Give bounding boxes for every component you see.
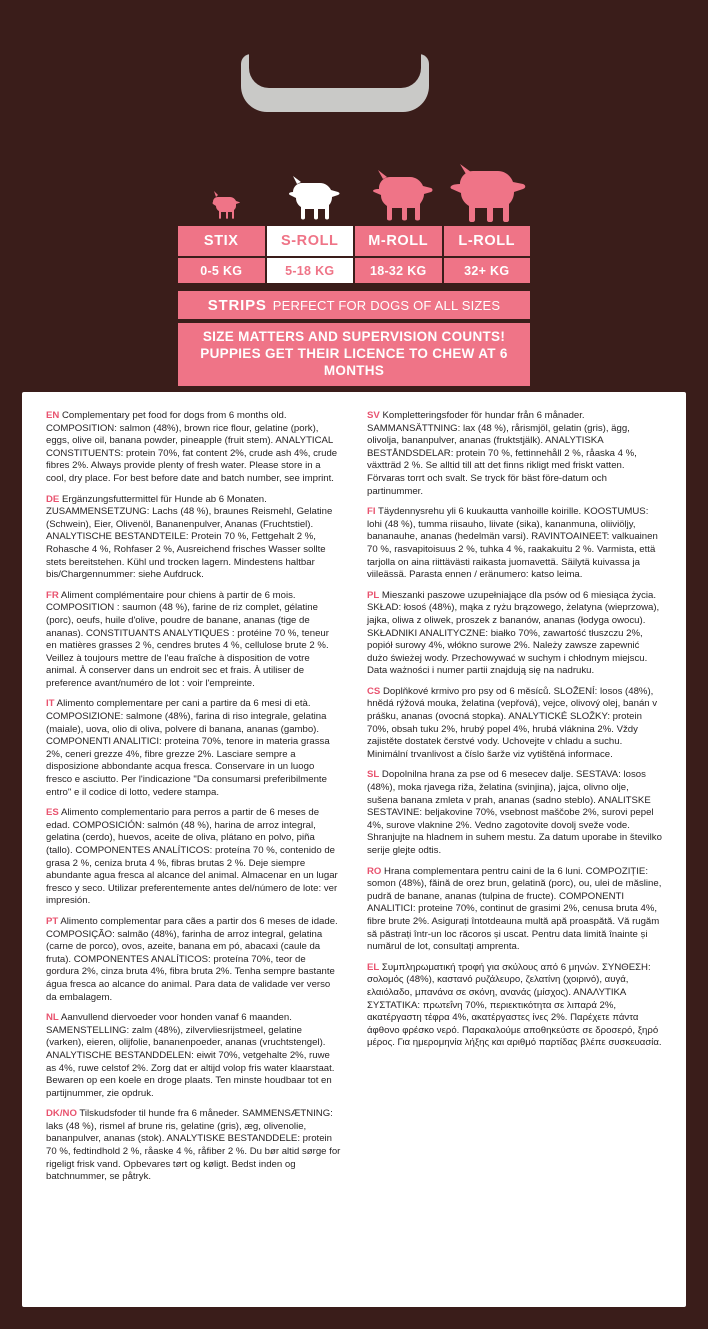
language-code: SV [367,410,380,421]
language-paragraph-cs [367,686,662,762]
language-text: Alimento complementar para cães a partir dos 6 meses de idade. COMPOSIÇÃO: salmão (48%), farinha de arroz integral, gelatina (carne de porco), ovos, azeite, banana em pó, abacaxi (caule da fruta). COMPONENTES ANALÍTICOS: proteína 70%, teor de gordura 2%, cinza bruta 4%, fibra bruta 2%. Tenha sempre bastante água fresca ao alcance do animal. Para data de validade ver verso da embalagem. [46,915,338,1003]
language-code: SL [367,769,380,781]
size-weight-mroll: 18-32 KG [355,258,444,283]
bottom-border [0,1307,708,1329]
language-paragraph-pl [367,590,662,678]
language-paragraph-de [46,494,341,582]
language-paragraph-en [46,410,341,486]
language-paragraph-es [46,807,341,908]
language-text: Hrana complementara pentru caini de la 6 luni. COMPOZIȚIE: somon (48%), făină de orez brun, gelatină (porc), ou, ulei de măsline, pudră de banane, ananas (tulpina de fructe). COMPONENTI ANALITICI: proteine 70%, continut de grasimi 2%, cenusa bruta 4%, fibre brute 2%. Asigurați întotdeauna multă apă proaspătă. Vă rugăm să păstrați într-un loc răcoros și uscat. Pentru data limită înainte și numărul de lot, consultați amprenta. [367,865,662,953]
language-code: FR [46,589,59,601]
language-code: PL [367,589,380,601]
medium-dog-icon [363,170,433,222]
package-top-panel [0,0,708,392]
left-border [0,392,22,1307]
language-text: Tilskudsfoder til hunde fra 6 måneder. SAMMENSÆTNING: laks (48 %), rismel af brune ris, gelatine (gris), æg, olivenolie, bananpulver, ananas (stok). ANALYTISKE BESTANDDELE: protein 70 %, fedtindhold 2 %, råaske 4 %, råfiber 2 %. Du bør altid sørge for rigeligt frisk vand. Opbevares tørt og køligt. Bedst inden og batchnummer, se påtryk. [46,1108,341,1183]
small-dog-icon [279,176,341,222]
language-text: Ergänzungsfuttermittel für Hunde ab 6 Monaten. ZUSAMMENSETZUNG: Lachs (48 %), braunes Reismehl, Gelatine (Schwein), Eier, Olivenöl, Bananenpulver, Ananas (Fruchtstiel). ANALYTISCHE BESTANDTEILE: Protein 70 %, Fettgehalt 2 %, Rohasche 4 %, Rohfaser 2 %, Ausreichend frisches Wasser sollte stets bereitstehen. Kühl und trocken lagern. Mindestens haltbar bis/Chargennummer: siehe Aufdruck. [46,493,333,581]
language-code: NL [46,1012,59,1024]
dog-silhouette-row [178,160,530,222]
language-paragraph-sl [367,769,662,857]
language-paragraph-nl [46,1012,341,1100]
strips-subtitle: PERFECT FOR DOGS OF ALL SIZES [272,297,501,313]
size-label-lroll[interactable]: L-ROLL [444,226,531,256]
language-code: FI [367,506,376,518]
size-label-sroll[interactable]: S-ROLL [267,226,356,256]
language-paragraph-dk-no [46,1108,341,1184]
large-dog-icon [442,164,528,222]
language-code: EN [46,410,60,421]
language-code: DK/NO [46,1108,77,1120]
language-text: Συμπληρωματική τροφή για σκύλους από 6 μηνών. ΣΥΝΘΕΣΗ: σολομός (48%), καστανό ρυζάλευρο, ζελατίνη (χοιρινό), αυγά, ελαιόλαδο, μπανάνα σε σκόνη, ανανάς (μίσχος). ΑΝΑΛΥΤΙΚΑ ΣΥΣΤΑΤΙΚΑ: πρωτεΐνη 70%, περιεκτικότητα σε λιπαρά 2%, ακατέργαστη τέφρα 4%, ακατέργαστες ίνες 2%. Παρέχετε πάντα άφθονο φρέσκο νερό. Παρακαλούμε αποθηκεύστε σε δροσερό, ξηρό μέρος. Για ημερομηνία λήξης και αριθμό παρτίδας βλέπε συσκευασία. [367,961,662,1049]
left-language-column [46,410,341,1192]
language-code: PT [46,915,59,927]
size-label-mroll[interactable]: M-ROLL [355,226,444,256]
size-chart [178,160,530,386]
size-weights-row [178,258,530,283]
language-text: Aanvullend diervoeder voor honden vanaf 6 maanden. SAMENSTELLING: zalm (48%), zilvervliesrijstmeel, gelatine (varken), eieren, olijfolie, bananenpoeder, ananas (vruchtstengel). ANALYTISCHE BESTANDDELEN: eiwit 70%, vetgehalte 2%, ruwe as 4%, ruwe celstof 2%. Zorg dat er altijd volop fris water klaarstaat. Bewaren op een koele en droge plaats. Ten minste houdbaar tot en partijnummer, zie opdruk. [46,1012,335,1099]
size-weight-lroll: 32+ KG [444,258,531,283]
tiny-dog-icon [203,188,243,222]
language-paragraph-ro [367,866,662,954]
strips-title: STRIPS [207,296,267,314]
language-code: RO [367,865,382,877]
language-text: Kompletteringsfoder för hundar från 6 månader. SAMMANSÄTTNING: lax (48 %), rårismjöl, gelatin (gris), ägg, olivolja, bananpulver, ananas (fruktstjälk). ANALYTISKA BESTÅNDSDELAR: protein 70 %, fettinnehåll 2 %, råaska 4 %, växtträd 2 %. Se alltid till att det finns rikligt med friskt vatten. Förvaras torrt och svalt. Se tryck för bäst före-datum och partinummer. [367,410,637,497]
language-text: Complementary pet food for dogs from 6 months old. COMPOSITION: salmon (48%), brown rice flour, gelatine (pork), eggs, olive oil, banana powder, pineapple (fruit stem). ANALYTICAL CONSTITUENTS: protein 70%, fat content 2%, crude ash 4%, crude fibres 2%. Always provide plenty of fresh water. Please store in a cool, dry place. For best before date and batch number, see imprint. [46,410,338,484]
language-code: DE [46,493,60,505]
dog-cell-sroll [267,176,353,222]
hang-hole-cutout [249,54,421,88]
language-paragraph-el [367,962,662,1050]
language-text: Mieszanki paszowe uzupełniające dla psów od 6 miesiąca życia. SKŁAD: łosoś (48%), mąka z ryżu brązowego, żelatyna (wieprzowa), jajka, oliwa z oliwek, proszek z bananów, ananas (łodyga owocu). SKŁADNIKI ANALITYCZNE: białko 70%, zawartość tłuszczu 2%, popiół surowy 4%, włókno surowe 2%. Należy zawsze zapewnić dużo świeżej wody. Przechowywać w suchym i chłodnym miejscu. Data ważności i numer partii znajdują się na nadruku. [367,589,660,677]
language-columns [46,410,662,1192]
language-paragraph-sv [367,410,662,498]
language-text: Dopolnilna hrana za pse od 6 mesecev dalje. SESTAVA: losos (48%), moka rjavega riža, želatina (svinjina), jajca, olivno olje, sušena banana zmleta v prah, ananas (sadno steblo). ANALITSKE SESTAVINE: beljakovine 70%, vsebnost maščobe 2%, surovi pepel 4%, surove vlaknine 2%. Vedno zagotovite dovolj sveže vode. Shranjujte na hladnem in suhem mestu. Za datum uporabe in številko serije glejte odtis. [367,769,662,856]
size-weight-sroll: 5-18 KG [267,258,356,283]
language-paragraph-it [46,698,341,799]
language-text: Alimento complementario para perros a partir de 6 meses de edad. COMPOSICIÓN: salmón (48 %), harina de arroz integral, gelatina (cerdo), huevos, aceite de oliva, plátano en polvo, piña (tallo). COMPONENTES ANALÍTICOS: proteína 70 %, contenido de grasa 2 %, ceniza bruta 4 %, fibras brutas 2 %. Deje siempre abundante agua fresca al alcance del animal. Almacenar en un lugar fresco y seco. Utilizar preferentemente antes del/número de lote: ver impresión. [46,807,338,907]
size-weight-stix: 0-5 KG [178,258,267,283]
language-text: Täydennysrehu yli 6 kuukautta vanhoille koirille. KOOSTUMUS: lohi (48 %), tumma riisauho, liivate (sika), kananmuna, oliiviöljy, bananauhe, ananas (hedelmän varsi). RAVINTOAINEET: valkuainen 70 %, rasvapitoisuus 2 %, tuhka 4 %, raakakuitu 2 %. Varmista, että tarjolla on aina riittävästi raikasta juomavettä. Säilytä kuivassa ja viileässä. Parasta ennen / eränumero: katso leima. [367,506,658,581]
size-labels-row [178,226,530,256]
right-border [686,392,708,1307]
notice-line-2: PUPPIES GET THEIR LICENCE TO CHEW AT 6 MONTHS [200,346,508,378]
language-text: Aliment complémentaire pour chiens à partir de 6 mois. COMPOSITION : saumon (48 %), farine de riz complet, gélatine (porc), oeufs, huile d'olive, poudre de banane, ananas (tige de ananas). CONSTITUANTS ANALYTIQUES : protéine 70 %, teneur en matières grasses 2 %, cendres brutes 4 %, cellulose brute 2 %. Veillez à toujours mettre de l'eau fraîche à disposition de votre animal. À conserver dans un endroit sec et frais. À utiliser de preference avant/numéro de lot : voir l'empreinte. [46,589,329,689]
ingredients-info-panel [22,392,686,1307]
dog-cell-mroll [355,170,441,222]
language-text: Alimento complementare per cani a partire da 6 mesi di età. COMPOSIZIONE: salmone (48%), farina di riso integrale, gelatina (maiale), uova, olio di oliva, polvere di banana, ananas (gambo). COMPONENTI ANALITICI: proteina 70%, tenore in materia grassa 2%, ceneri grezze 4%, fibre grezze 2%. Lasciare sempre a disposizione abbondante acqua fresca. Conservare in un luogo fresco e asciutto. Per l'indicazione "Da consumarsi preferibilmente entro" e il codice di lotto, vedere stampa. [46,698,330,798]
supervision-notice [178,323,530,386]
dog-cell-lroll [442,164,528,222]
notice-line-1: SIZE MATTERS AND SUPERVISION COUNTS! [202,329,506,344]
right-language-column [367,410,662,1192]
language-code: EL [367,961,380,973]
dog-cell-stix [180,188,266,222]
language-paragraph-pt [46,916,341,1004]
strips-banner [178,291,530,319]
language-code: CS [367,685,381,697]
language-code: ES [46,807,59,819]
language-paragraph-fi [367,506,662,582]
language-code: IT [46,698,55,710]
size-label-stix[interactable]: STIX [178,226,267,256]
hang-hole [241,54,429,112]
language-paragraph-fr [46,590,341,691]
language-text: Doplňkové krmivo pro psy od 6 měsíců. SLOŽENÍ: losos (48%), hnědá rýžová mouka, želatina (vepřová), vejce, olivový olej, banán v prášku, ananas (ovocná stopka). ANALYTICKÉ SLOŽKY: protein 70%, obsah tuku 2%, hrubý popel 4%, hrubá vláknina 2%. Vždy zajistěte dostatek čerstvé vody. Uchovejte v chladu a suchu. Minimální trvanlivost a číslo šarže viz vytištěná informace. [367,685,658,760]
